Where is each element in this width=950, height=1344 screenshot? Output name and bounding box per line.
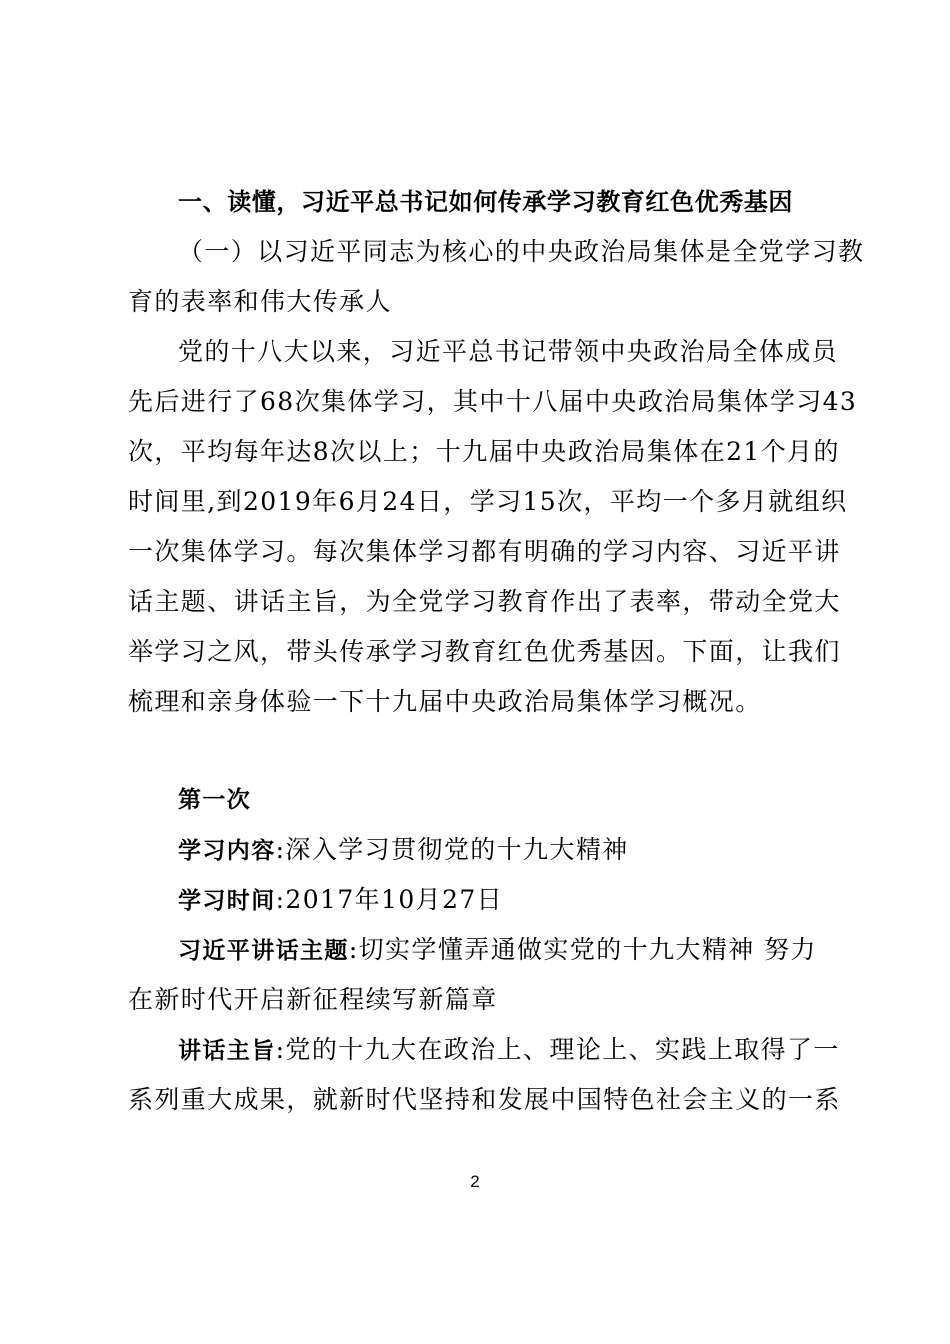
subsection-heading-line-2: 育的表率和伟大传承人 xyxy=(128,287,393,316)
theme-value: :切实学懂弄通做实党的十九大精神 努力 xyxy=(348,935,817,964)
content-value: :深入学习贯彻党的十九大精神 xyxy=(275,835,629,864)
section-heading: 一、读懂，习近平总书记如何传承学习教育红色优秀基因 xyxy=(178,188,793,216)
session-theme-row xyxy=(178,925,828,976)
gist-value: :党的十九大在政治上、理论上、实践上取得了一 xyxy=(275,1035,840,1064)
paragraph-line: 话主题、讲话主旨，为全党学习教育作出了表率，带动全党大 xyxy=(128,587,841,616)
gist-continuation: 系列重大成果，就新时代坚持和发展中国特色社会主义的一系 xyxy=(128,1085,841,1114)
theme-continuation: 在新时代开启新征程续写新篇章 xyxy=(128,985,498,1014)
time-value: :2017年10月27日 xyxy=(275,885,504,914)
page-number: 2 xyxy=(470,1172,480,1191)
paragraph-line: 举学习之风，带头传承学习教育红色优秀基因。下面，让我们 xyxy=(128,637,841,666)
subsection-heading-line-1: （一）以习近平同志为核心的中央政治局集体是全党学习教 xyxy=(178,237,865,266)
session-content-row xyxy=(178,825,828,876)
paragraph-line: 党的十八大以来，习近平总书记带领中央政治局全体成员 xyxy=(178,337,839,366)
session-gist-row xyxy=(178,1025,840,1076)
paragraph-line: 次，平均每年达8次以上；十九届中央政治局集体在21个月的 xyxy=(128,437,840,466)
content-label: 学习内容 xyxy=(178,838,276,864)
theme-label: 习近平讲话主题 xyxy=(178,938,349,964)
paragraph-line: 一次集体学习。每次集体学习都有明确的学习内容、习近平讲 xyxy=(128,537,841,566)
gist-label: 讲话主旨 xyxy=(178,1038,276,1064)
session-time-row xyxy=(178,875,828,926)
session-title: 第一次 xyxy=(178,787,252,813)
time-label: 学习时间 xyxy=(178,888,276,914)
paragraph-line: 先后进行了68次集体学习，其中十八届中央政治局集体学习43 xyxy=(128,387,858,416)
paragraph-line: 时间里,到2019年6月24日，学习15次，平均一个多月就组织 xyxy=(128,487,848,516)
paragraph-line: 梳理和亲身体验一下十九届中央政治局集体学习概况。 xyxy=(128,687,762,716)
